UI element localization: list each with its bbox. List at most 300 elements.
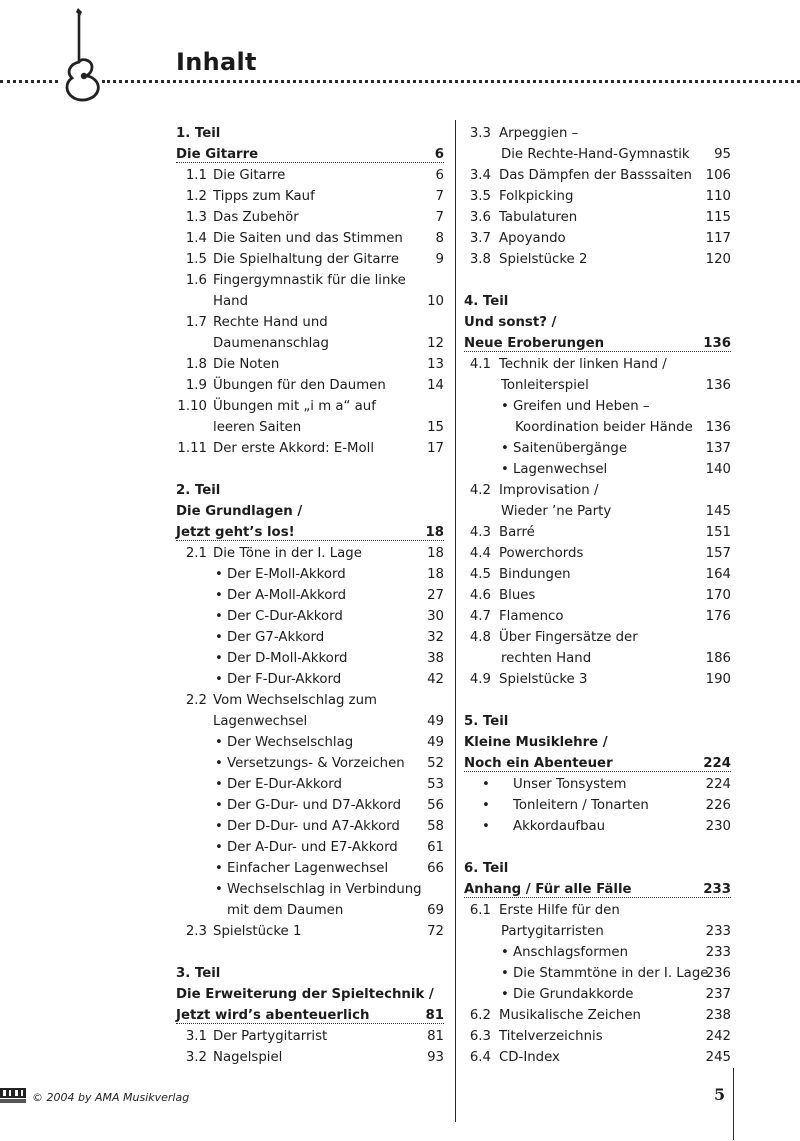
toc-page-number: 13	[427, 357, 444, 372]
toc-subentry	[464, 942, 731, 963]
toc-page-number: 233	[705, 945, 731, 960]
toc-entry-number: 4.9	[469, 672, 491, 687]
toc-subentry	[176, 795, 444, 816]
toc-entry-title: Apoyando	[499, 231, 566, 246]
bullet-icon: •	[501, 441, 509, 456]
toc-entry-number: 1.7	[185, 315, 207, 330]
bullet-icon: •	[215, 567, 223, 582]
toc-part-title: 6. Teil	[464, 861, 509, 876]
toc-page-number: 106	[705, 168, 731, 183]
toc-entry-title: Die Grundakkorde	[513, 987, 634, 1002]
toc-entry	[176, 690, 444, 711]
toc-page-number: 117	[705, 231, 731, 246]
toc-page-number: 164	[705, 567, 731, 582]
toc-part-title: 1. Teil	[176, 126, 221, 141]
toc-entry-title: Akkordaufbau	[513, 819, 606, 834]
toc-entry-title: Tonleiterspiel	[501, 378, 589, 393]
toc-entry	[464, 123, 731, 144]
toc-entry	[176, 1026, 444, 1047]
toc-entry	[176, 438, 444, 459]
toc-entry-title: Die Rechte-Hand-Gymnastik	[501, 147, 690, 162]
toc-entry-continuation	[176, 333, 444, 354]
toc-page-number: 61	[427, 840, 444, 855]
toc-page-number: 58	[427, 819, 444, 834]
toc-entry-title: Wechselschlag in Verbindung	[227, 882, 422, 897]
toc-page-number: 115	[705, 210, 731, 225]
toc-entry-title: Koordination beider Hände	[515, 420, 693, 435]
bullet-icon: •	[482, 777, 490, 792]
toc-entry-title: Flamenco	[499, 609, 564, 624]
toc-entry-number: 4.5	[469, 567, 491, 582]
toc-part-subtitle	[464, 333, 731, 354]
toc-part-heading	[464, 732, 731, 753]
toc-entry-title: Lagenwechsel	[513, 462, 608, 477]
toc-page-number: 10	[427, 294, 444, 309]
toc-entry-title: Anschlagsformen	[513, 945, 629, 960]
bullet-icon: •	[215, 630, 223, 645]
toc-entry-title: Wieder ’ne Party	[501, 504, 612, 519]
toc-page-number: 42	[427, 672, 444, 687]
toc-entry-title: Partygitarristen	[501, 924, 604, 939]
toc-page-number: 151	[705, 525, 731, 540]
page-number: 5	[714, 1085, 726, 1104]
toc-entry-title: Die Noten	[213, 357, 280, 372]
toc-entry-title: Der Partygitarrist	[213, 1029, 328, 1044]
toc-entry	[176, 1047, 444, 1068]
bullet-icon: •	[215, 777, 223, 792]
toc-entry	[176, 186, 444, 207]
toc-part-title: Und sonst? /	[464, 315, 557, 330]
toc-part-heading	[464, 291, 731, 312]
toc-page-number: 18	[427, 567, 444, 582]
toc-entry	[464, 585, 731, 606]
toc-subentry	[464, 984, 731, 1005]
toc-page-number: 136	[705, 378, 731, 393]
toc-part-subtitle-text: Neue Eroberungen	[464, 336, 605, 351]
toc-page-number: 170	[705, 588, 731, 603]
bullet-icon: •	[501, 399, 509, 414]
toc-entry-continuation	[464, 144, 731, 165]
toc-entry	[176, 375, 444, 396]
toc-subentry	[176, 837, 444, 858]
bullet-icon: •	[215, 840, 223, 855]
toc-page-number: 237	[705, 987, 731, 1002]
toc-entry-title: Improvisation /	[499, 483, 599, 498]
toc-entry-number: 2.2	[185, 693, 207, 708]
toc-part-title: Die Erweiterung der Spieltechnik /	[176, 987, 434, 1002]
toc-subentry	[464, 774, 731, 795]
toc-entry-number: 1.5	[185, 252, 207, 267]
toc-entry-number: 2.1	[185, 546, 207, 561]
toc-page-number: 66	[427, 861, 444, 876]
toc-page-number: 32	[427, 630, 444, 645]
toc-entry-number: 1.2	[185, 189, 207, 204]
toc-entry-title: Unser Tonsystem	[513, 777, 627, 792]
toc-entry-title: Spielstücke 1	[213, 924, 302, 939]
toc-page-number: 157	[705, 546, 731, 561]
toc-entry-title: Powerchords	[499, 546, 584, 561]
toc-subentry	[464, 438, 731, 459]
toc-page-number: 224	[703, 756, 731, 771]
toc-subentry	[176, 564, 444, 585]
toc-entry-number: 3.2	[185, 1050, 207, 1065]
toc-entry-number: 3.3	[469, 126, 491, 141]
toc-entry-title: Die Töne in der I. Lage	[213, 546, 362, 561]
bullet-icon: •	[215, 819, 223, 834]
toc-subentry	[176, 669, 444, 690]
bullet-icon: •	[501, 987, 509, 1002]
toc-entry	[176, 165, 444, 186]
toc-entry	[176, 354, 444, 375]
toc-page-number: 53	[427, 777, 444, 792]
toc-entry-title: Der A-Dur- und E7-Akkord	[227, 840, 398, 855]
toc-spacer	[176, 459, 444, 480]
toc-part-title: 4. Teil	[464, 294, 509, 309]
toc-entry-title: Spielstücke 3	[499, 672, 588, 687]
toc-entry	[464, 165, 731, 186]
toc-subentry	[464, 396, 731, 417]
toc-part-heading	[176, 480, 444, 501]
toc-part-subtitle	[176, 144, 444, 165]
toc-entry	[464, 228, 731, 249]
toc-subentry	[176, 585, 444, 606]
toc-entry-number: 4.8	[469, 630, 491, 645]
toc-page-number: 30	[427, 609, 444, 624]
toc-page-number: 52	[427, 756, 444, 771]
toc-entry-title: Tabulaturen	[499, 210, 578, 225]
toc-page-number: 230	[705, 819, 731, 834]
toc-page-number: 9	[435, 252, 444, 267]
toc-entry-title: Tipps zum Kauf	[213, 189, 315, 204]
toc-part-title: 5. Teil	[464, 714, 509, 729]
toc-entry	[464, 564, 731, 585]
toc-entry-title: Barré	[499, 525, 535, 540]
toc-entry	[464, 249, 731, 270]
toc-subentry	[176, 753, 444, 774]
bullet-icon: •	[215, 756, 223, 771]
toc-spacer	[464, 837, 731, 858]
toc-part-subtitle	[464, 753, 731, 774]
toc-entry-number: 3.7	[469, 231, 491, 246]
toc-entry-continuation	[176, 417, 444, 438]
toc-part-heading	[464, 711, 731, 732]
toc-entry-title: Die Gitarre	[213, 168, 286, 183]
bullet-icon: •	[501, 945, 509, 960]
toc-page-number: 176	[705, 609, 731, 624]
toc-entry-title: Übungen mit „i m a“ auf	[213, 399, 376, 414]
toc-entry	[176, 396, 444, 417]
toc-page-number: 242	[705, 1029, 731, 1044]
toc-entry	[176, 270, 444, 291]
toc-page-number: 236	[705, 966, 731, 981]
toc-entry-number: 3.8	[469, 252, 491, 267]
toc-entry-title: Die Spielhaltung der Gitarre	[213, 252, 400, 267]
toc-page-number: 49	[427, 735, 444, 750]
toc-page-number: 95	[714, 147, 731, 162]
toc-part-title: 3. Teil	[176, 966, 221, 981]
toc-part-subtitle	[464, 879, 731, 900]
toc-part-heading	[176, 123, 444, 144]
toc-entry-number: 1.10	[177, 399, 207, 414]
toc-entry-number: 6.4	[469, 1050, 491, 1065]
toc-entry-title: Vom Wechselschlag zum	[213, 693, 378, 708]
toc-entry-number: 3.4	[469, 168, 491, 183]
toc-entry-number: 1.6	[185, 273, 207, 288]
toc-entry-title: Der E-Dur-Akkord	[227, 777, 342, 792]
toc-entry-number: 3.5	[469, 189, 491, 204]
toc-entry-title: Daumenanschlag	[213, 336, 329, 351]
toc-entry-number: 4.1	[469, 357, 491, 372]
toc-subentry	[176, 879, 444, 900]
toc-entry-title: Folkpicking	[499, 189, 574, 204]
toc-entry-number: 1.8	[185, 357, 207, 372]
bullet-icon: •	[482, 798, 490, 813]
toc-entry	[464, 1026, 731, 1047]
toc-page-number: 120	[705, 252, 731, 267]
ama-logo-icon	[0, 1088, 26, 1104]
toc-page-number: 49	[427, 714, 444, 729]
toc-entry-title: leeren Saiten	[213, 420, 302, 435]
bullet-icon: •	[215, 861, 223, 876]
toc-subentry	[176, 774, 444, 795]
header-dotted-rule-right	[102, 80, 800, 83]
toc-page-number: 14	[427, 378, 444, 393]
toc-page-number: 17	[427, 441, 444, 456]
toc-entry	[176, 543, 444, 564]
toc-page-number: 7	[435, 210, 444, 225]
bullet-icon: •	[215, 882, 223, 897]
toc-entry	[464, 900, 731, 921]
toc-entry-number: 1.11	[177, 441, 207, 456]
toc-entry-title: Der D-Moll-Akkord	[227, 651, 348, 666]
toc-entry-continuation	[464, 921, 731, 942]
toc-subentry	[464, 795, 731, 816]
toc-entry-title: Tonleitern / Tonarten	[513, 798, 649, 813]
toc-page-number: 233	[703, 882, 731, 897]
toc-entry	[464, 186, 731, 207]
bullet-icon: •	[501, 462, 509, 477]
bullet-icon: •	[501, 966, 509, 981]
toc-page-number: 137	[705, 441, 731, 456]
toc-entry-title: Greifen und Heben –	[513, 399, 650, 414]
toc-entry-title: Das Zubehör	[213, 210, 299, 225]
toc-entry	[464, 669, 731, 690]
toc-entry	[464, 207, 731, 228]
toc-entry-title: Erste Hilfe für den	[499, 903, 620, 918]
toc-subentry	[176, 627, 444, 648]
toc-entry-number: 6.3	[469, 1029, 491, 1044]
toc-entry-number: 4.6	[469, 588, 491, 603]
toc-entry-title: Rechte Hand und	[213, 315, 328, 330]
toc-page-number: 81	[425, 1008, 444, 1023]
toc-entry	[464, 480, 731, 501]
toc-page-number: 233	[705, 924, 731, 939]
toc-entry-title: Saitenübergänge	[513, 441, 628, 456]
toc-entry-title: Musikalische Zeichen	[499, 1008, 641, 1023]
toc-entry-title: Der C-Dur-Akkord	[227, 609, 343, 624]
toc-entry-title: Der G7-Akkord	[227, 630, 325, 645]
toc-entry	[464, 1005, 731, 1026]
toc-page-number: 81	[427, 1029, 444, 1044]
toc-entry-title: Die Stammtöne in der I. Lage	[513, 966, 709, 981]
header-dotted-rule-left	[0, 80, 58, 83]
toc-entry	[464, 627, 731, 648]
toc-page-number: 136	[703, 336, 731, 351]
toc-entry-title: Über Fingersätze der	[499, 630, 638, 645]
toc-column-left	[176, 123, 444, 1068]
bullet-icon: •	[482, 819, 490, 834]
toc-entry-number: 1.4	[185, 231, 207, 246]
toc-entry	[464, 543, 731, 564]
copyright-text: © 2004 by AMA Musikverlag	[32, 1091, 190, 1104]
toc-entry-title: Lagenwechsel	[213, 714, 308, 729]
toc-entry-number: 6.2	[469, 1008, 491, 1023]
toc-page-number: 27	[427, 588, 444, 603]
toc-part-subtitle	[176, 1005, 444, 1026]
bullet-icon: •	[215, 609, 223, 624]
toc-subentry	[464, 816, 731, 837]
toc-entry	[176, 228, 444, 249]
toc-part-title: Kleine Musiklehre /	[464, 735, 608, 750]
toc-page-number: 72	[427, 924, 444, 939]
toc-part-subtitle-text: Jetzt geht’s los!	[176, 525, 295, 540]
toc-part-subtitle-text: Jetzt wird’s abenteuerlich	[176, 1008, 370, 1023]
toc-entry-continuation	[464, 648, 731, 669]
toc-entry-continuation	[176, 711, 444, 732]
toc-page-number: 8	[435, 231, 444, 246]
toc-entry-title: Bindungen	[499, 567, 571, 582]
toc-part-heading	[176, 984, 444, 1005]
toc-entry-number: 1.3	[185, 210, 207, 225]
bullet-icon: •	[215, 651, 223, 666]
toc-entry	[176, 312, 444, 333]
toc-entry-continuation	[176, 291, 444, 312]
toc-column-right	[464, 123, 731, 1068]
toc-part-title: 2. Teil	[176, 483, 221, 498]
toc-entry-title: Der D-Dur- und A7-Akkord	[227, 819, 400, 834]
toc-page-number: 56	[427, 798, 444, 813]
toc-entry-title: Einfacher Lagenwechsel	[227, 861, 389, 876]
toc-entry	[176, 921, 444, 942]
toc-entry-title: Spielstücke 2	[499, 252, 588, 267]
bullet-icon: •	[215, 588, 223, 603]
toc-part-heading	[464, 858, 731, 879]
toc-part-subtitle	[176, 522, 444, 543]
toc-part-heading	[464, 312, 731, 333]
toc-subentry	[176, 732, 444, 753]
toc-page-number: 69	[427, 903, 444, 918]
toc-entry-title: Der erste Akkord: E-Moll	[213, 441, 375, 456]
toc-page-number: 190	[705, 672, 731, 687]
toc-entry	[176, 207, 444, 228]
toc-subentry	[464, 963, 731, 984]
toc-entry-title: Der Wechselschlag	[227, 735, 354, 750]
toc-part-subtitle-text: Noch ein Abenteuer	[464, 756, 613, 771]
toc-entry-continuation	[464, 501, 731, 522]
toc-entry-title: Der A-Moll-Akkord	[227, 588, 347, 603]
toc-spacer	[464, 690, 731, 711]
toc-subentry	[176, 606, 444, 627]
toc-entry-title: rechten Hand	[501, 651, 592, 666]
toc-page-number: 15	[427, 420, 444, 435]
toc-page-number: 110	[705, 189, 731, 204]
page-number-rule	[733, 1068, 734, 1140]
toc-entry-number: 2.3	[185, 924, 207, 939]
toc-entry-title: mit dem Daumen	[227, 903, 344, 918]
toc-page-number: 18	[427, 546, 444, 561]
toc-entry-number: 3.1	[185, 1029, 207, 1044]
toc-page-number: 6	[435, 168, 444, 183]
toc-page-number: 186	[705, 651, 731, 666]
toc-entry	[464, 354, 731, 375]
toc-entry-title: Der E-Moll-Akkord	[227, 567, 346, 582]
toc-entry-title: CD-Index	[499, 1050, 560, 1065]
toc-subentry	[464, 459, 731, 480]
page-title: Inhalt	[176, 48, 257, 76]
toc-page-number: 93	[427, 1050, 444, 1065]
toc-entry-title: Nagelspiel	[213, 1050, 283, 1065]
toc-page-number: 7	[435, 189, 444, 204]
toc-entry-title: Arpeggien –	[499, 126, 579, 141]
toc-page-number: 12	[427, 336, 444, 351]
toc-page-number: 136	[705, 420, 731, 435]
toc-part-title: Die Grundlagen /	[176, 504, 303, 519]
toc-entry-continuation	[176, 900, 444, 921]
bullet-icon: •	[215, 798, 223, 813]
guitar-logo-icon	[56, 6, 108, 102]
toc-part-heading	[176, 963, 444, 984]
toc-page-number: 226	[705, 798, 731, 813]
toc-entry-number: 6.1	[469, 903, 491, 918]
toc-spacer	[176, 942, 444, 963]
toc-entry-title: Hand	[213, 294, 249, 309]
toc-page-number: 6	[434, 147, 444, 162]
bullet-icon: •	[215, 735, 223, 750]
toc-page-number: 224	[705, 777, 731, 792]
bullet-icon: •	[215, 672, 223, 687]
toc-entry	[464, 522, 731, 543]
toc-entry-title: Übungen für den Daumen	[213, 378, 386, 393]
toc-part-subtitle-text: Die Gitarre	[176, 147, 259, 162]
toc-spacer	[464, 270, 731, 291]
toc-page-number: 38	[427, 651, 444, 666]
toc-entry-title: Das Dämpfen der Basssaiten	[499, 168, 692, 183]
toc-entry-number: 4.4	[469, 546, 491, 561]
toc-entry-title: Titelverzeichnis	[499, 1029, 603, 1044]
toc-part-heading	[176, 501, 444, 522]
toc-entry	[176, 249, 444, 270]
toc-entry-title: Versetzungs- & Vorzeichen	[227, 756, 405, 771]
toc-part-subtitle-text: Anhang / Für alle Fälle	[464, 882, 632, 897]
toc-entry	[464, 1047, 731, 1068]
toc-entry-title: Fingergymnastik für die linke	[213, 273, 406, 288]
toc-entry-title: Technik der linken Hand /	[499, 357, 667, 372]
toc-entry-continuation	[464, 375, 731, 396]
toc-entry-number: 1.9	[185, 378, 207, 393]
toc-page-number: 238	[705, 1008, 731, 1023]
toc-page-number: 245	[705, 1050, 731, 1065]
toc-page-number: 140	[705, 462, 731, 477]
toc-entry-title: Der F-Dur-Akkord	[227, 672, 342, 687]
toc-page-number: 145	[705, 504, 731, 519]
toc-subentry	[176, 858, 444, 879]
toc-subentry	[176, 648, 444, 669]
column-divider	[455, 120, 456, 1122]
toc-subentry	[176, 816, 444, 837]
toc-entry-number: 4.7	[469, 609, 491, 624]
toc-entry-continuation	[464, 417, 731, 438]
toc-entry-title: Blues	[499, 588, 536, 603]
